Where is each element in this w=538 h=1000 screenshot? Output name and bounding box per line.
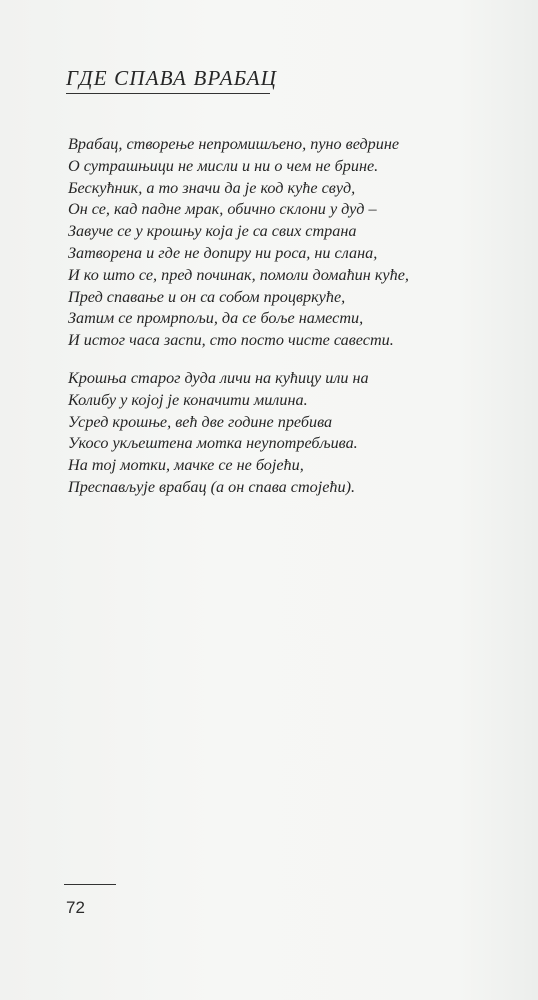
poem-line: Преспављује врабац (а он спава стојећи). (68, 477, 356, 496)
poem-line: И ко што се, пред починак, помоли домаћин куће, (68, 265, 409, 284)
footer-rule (64, 884, 116, 885)
title-underline (66, 93, 270, 94)
page-number: 72 (66, 898, 85, 917)
poem-line: Усред крошње, већ две године пребива (68, 412, 333, 431)
stanza-1 (68, 134, 409, 352)
poem-line: О сутрашњици не мисли и ни о чем не брине. (68, 156, 379, 175)
poem-line: Затим се промрпољи, да се боље намести, (68, 309, 364, 328)
poem-line: Затворена и где не допиру ни роса, ни слана, (68, 243, 378, 262)
poem-line: На тој мотки, мачке се не бојећи, (68, 456, 304, 475)
poem-line: Врабац, створење непромишљено, пуно ведрине (68, 135, 400, 153)
poem-line: Завуче се у крошњу која је са свих страна (68, 222, 357, 241)
poem-line: Бескућник, а то значи да је код куће свуд, (68, 178, 356, 197)
poem-line: Колибу у којој је коначити милина. (68, 390, 308, 409)
stanza-2 (68, 368, 369, 499)
poem-line: Пред спавање и он са собом процвркуће, (68, 287, 346, 306)
poem-line: Крошња старог дуда личи на кућицу или на (68, 369, 369, 387)
poem-line: Он се, кад падне мрак, обично склони у дуд – (68, 200, 377, 219)
poem-title: ГДЕ СПАВА ВРАБАЦ (66, 66, 278, 90)
poem-line: Укосо укљештена мотка неупотребљива. (68, 434, 358, 453)
poem-line: И истог часа заспи, сто посто чисте савести. (68, 331, 394, 350)
